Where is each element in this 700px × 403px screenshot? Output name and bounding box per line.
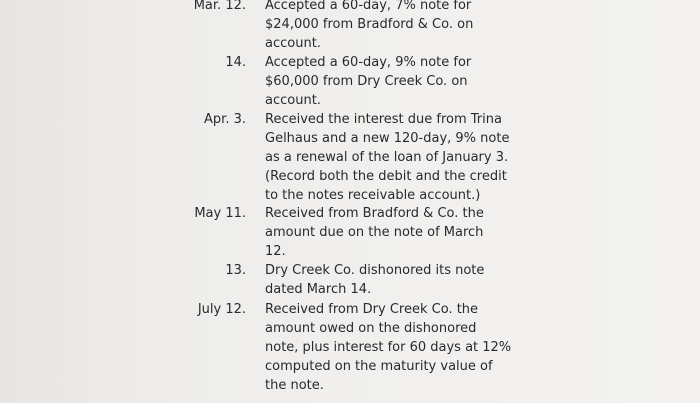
- entry-line: dated March 14.: [265, 282, 372, 297]
- entry-line: account.: [265, 93, 321, 108]
- entry-line: Dry Creek Co. dishonored its note: [265, 263, 485, 278]
- entry-line: the note.: [265, 378, 324, 393]
- entry-description: [265, 204, 515, 261]
- entry-line: 12.: [265, 244, 286, 259]
- entry-date: May 11.: [194, 206, 246, 221]
- entry-line: as a renewal of the loan of January 3.: [265, 150, 509, 165]
- entry-description: [265, 300, 515, 395]
- entry-line: Received from Bradford & Co. the: [265, 206, 484, 221]
- entry-line: Accepted a 60-day, 7% note for: [265, 0, 472, 13]
- entry-line: amount owed on the dishonored: [265, 321, 477, 336]
- entry-line: account.: [265, 36, 321, 51]
- entry-line: Received the interest due from Trina: [265, 112, 502, 127]
- entry-line: to the notes receivable account.): [265, 188, 481, 203]
- entry-date: 14.: [225, 55, 246, 70]
- entry-description: [265, 53, 515, 110]
- entry-line: Accepted a 60-day, 9% note for: [265, 55, 472, 70]
- entry-line: $24,000 from Bradford & Co. on: [265, 17, 474, 32]
- entry-description: [265, 0, 515, 53]
- entry-line: amount due on the note of March: [265, 225, 484, 240]
- entry-line: note, plus interest for 60 days at 12%: [265, 340, 512, 355]
- entry-description: [265, 110, 515, 205]
- entry-line: computed on the maturity value of: [265, 359, 493, 374]
- entry-line: Gelhaus and a new 120-day, 9% note: [265, 131, 510, 146]
- entry-date: July 12.: [197, 302, 246, 317]
- entry-description: [265, 261, 515, 299]
- entry-date: 13.: [225, 263, 246, 278]
- entry-line: (Record both the debit and the credit: [265, 169, 507, 184]
- entry-date: Mar. 12.: [193, 0, 246, 13]
- entry-date: Apr. 3.: [204, 112, 246, 127]
- entry-line: $60,000 from Dry Creek Co. on: [265, 74, 468, 89]
- entry-line: Received from Dry Creek Co. the: [265, 302, 479, 317]
